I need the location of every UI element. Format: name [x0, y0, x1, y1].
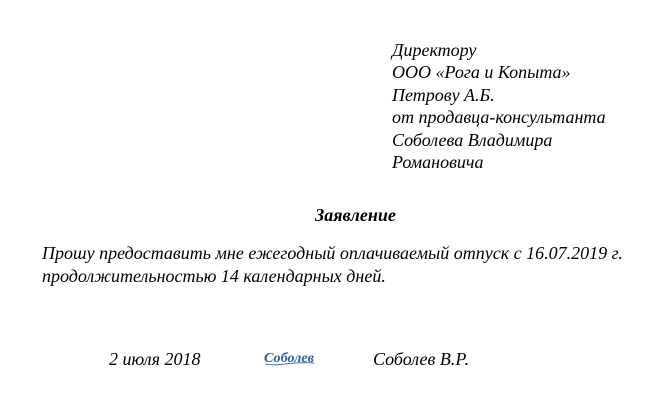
addressee-line-director: Директору	[392, 40, 477, 60]
addressee-block	[392, 39, 606, 173]
addressee-line-from-position: от продавца-консультанта	[392, 107, 606, 128]
addressee-line-director-name: Петрову А.Б.	[392, 84, 495, 105]
request-text	[42, 242, 623, 287]
addressee-line-company: ООО «Рога и Копыта»	[392, 62, 571, 83]
document-title-row	[0, 204, 663, 226]
document-title: Заявление	[315, 205, 396, 225]
request-text-line-1: Прошу предоставить мне ежегодный оплачиваемый отпуск с 16.07.2019 г.	[42, 243, 623, 263]
addressee-line-applicant-patronymic: Романовича	[392, 152, 484, 173]
addressee-line-applicant-name: Соболева Владимира	[392, 129, 553, 150]
signature-scribble: Соболев	[264, 351, 315, 366]
handwritten-signature	[262, 346, 318, 368]
signer-name: Соболев В.Р.	[373, 349, 470, 369]
request-text-line-2: продолжительностью 14 календарных дней.	[42, 265, 386, 286]
signature-image	[262, 346, 318, 368]
application-date: 2 июля 2018	[109, 349, 201, 369]
